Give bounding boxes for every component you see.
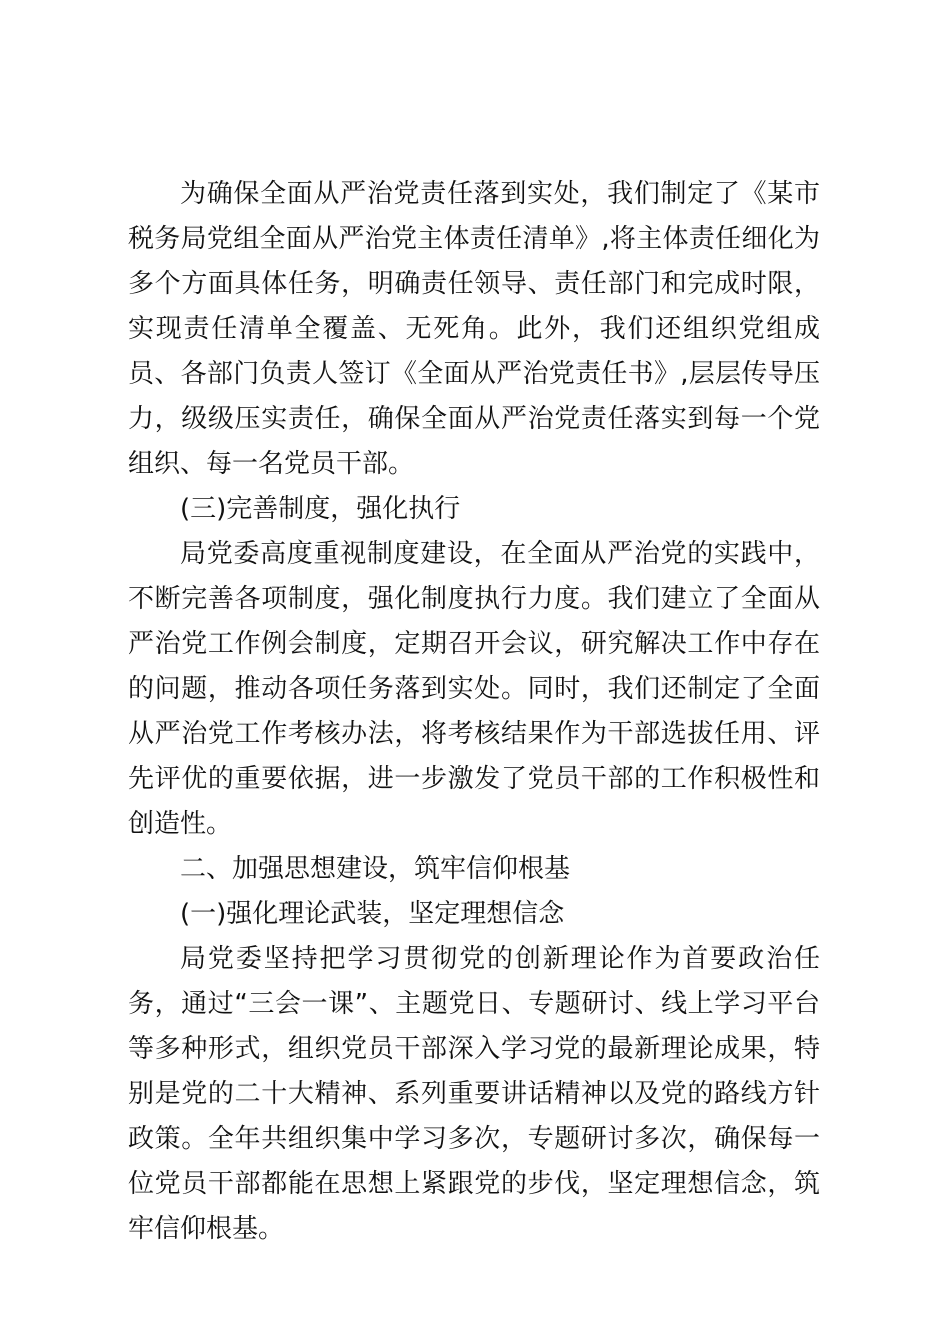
paragraph-theory-study: 局党委坚持把学习贯彻党的创新理论作为首要政治任务，通过“三会一课”、主题党日、专题研讨、线上学习平台等多种形式，组织党员干部深入学习党的最新理论成果，特别是党的二十大精神、系列重要讲话精神以及党的路线方针政策。全年共组织集中学习多次，专题研讨多次，确保每一位党员干部都能在思想上紧跟党的步伐，坚定理想信念，筑牢信仰根基。 [128, 944, 820, 1244]
subheading-theory-armament: (一)强化理论武装，坚定理想信念 [180, 899, 565, 929]
subheading-improve-system: (三)完善制度，强化执行 [180, 494, 461, 524]
document-body [128, 172, 820, 1252]
paragraph-system-building: 局党委高度重视制度建设，在全面从严治党的实践中，不断完善各项制度，强化制度执行力度。我们建立了全面从严治党工作例会制度，定期召开会议，研究解决工作中存在的问题，推动各项任务落到实处。同时，我们还制定了全面从严治党工作考核办法，将考核结果作为干部选拔任用、评先评优的重要依据，进一步激发了党员干部的工作积极性和创造性。 [128, 539, 820, 839]
paragraph-responsibility-list: 为确保全面从严治党责任落到实处，我们制定了《某市税务局党组全面从严治党主体责任清单》,将主体责任细化为多个方面具体任务，明确责任领导、责任部门和完成时限，实现责任清单全覆盖、无死角。此外，我们还组织党组成员、各部门负责人签订《全面从严治党责任书》,层层传导压力，级级压实责任，确保全面从严治党责任落实到每一个党组织、每一名党员干部。 [128, 179, 820, 479]
section-heading-ideological-building: 二、加强思想建设，筑牢信仰根基 [180, 854, 571, 884]
